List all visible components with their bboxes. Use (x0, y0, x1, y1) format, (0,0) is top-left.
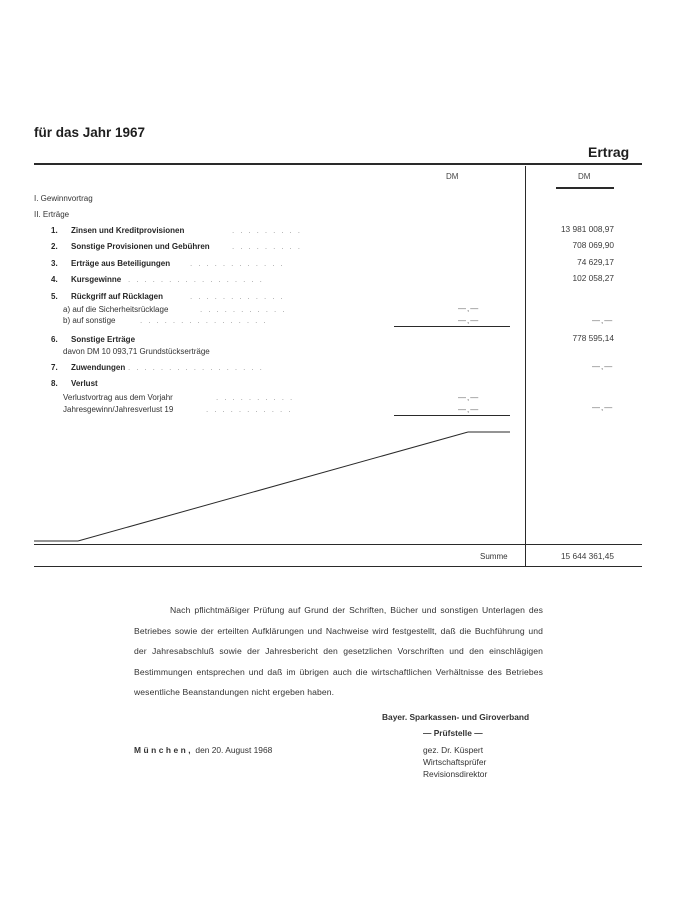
section-gewinnvortrag: I. Gewinnvortrag (34, 194, 93, 203)
currency-header-left: DM (446, 172, 459, 181)
row-value: 708 069,90 (572, 240, 614, 250)
dot-leader: ........... (200, 305, 291, 314)
row-number: 7. (51, 363, 58, 372)
row-8-sub-a: Verlustvortrag aus dem Vorjahr (63, 393, 173, 402)
dot-leader: ............ (190, 259, 289, 268)
row-label: Erträge aus Beteiligungen (71, 259, 171, 268)
column-header-ertrag: Ertrag (588, 144, 630, 160)
row-number: 6. (51, 335, 58, 344)
row-7-value: —,— (592, 362, 614, 371)
row-number: 1. (51, 226, 58, 235)
signature-name: gez. Dr. Küspert (423, 745, 484, 755)
dot-leader: ......... (232, 226, 307, 235)
row-label: Zinsen und Kreditprovisionen (71, 226, 185, 235)
row-value: 13 981 008,97 (560, 224, 614, 234)
row-number: 4. (51, 275, 58, 284)
dot-leader: ................. (128, 363, 268, 372)
section-ertraege: II. Erträge (34, 210, 70, 219)
row-label: Kursgewinne (71, 275, 122, 284)
row-label: Verlust (71, 379, 98, 388)
row-label: Rückgriff auf Rücklagen (71, 292, 164, 301)
dot-leader: ................ (140, 316, 272, 325)
dot-leader: ........... (206, 405, 297, 414)
signature-place-date (134, 745, 272, 755)
row-value: 74 629,17 (577, 257, 614, 267)
row-label: Sonstige Provisionen und Gebühren (71, 242, 210, 251)
signature-role-1: Wirtschaftsprüfer (423, 757, 487, 767)
row-8-sub-a-value: —,— (458, 393, 480, 402)
signature-place: München, (134, 745, 194, 755)
total-rule-top (34, 544, 642, 545)
total-rule-bottom (34, 566, 642, 567)
dot-leader: ................. (128, 275, 268, 284)
row-5-sub-a-value: —,— (458, 304, 480, 313)
signature-date: den 20. August 1968 (195, 745, 273, 755)
row-number: 8. (51, 379, 58, 388)
currency-header-right: DM (578, 172, 591, 181)
row-number: 2. (51, 242, 58, 251)
row-6-sub: davon DM 10 093,71 Grundstückserträge (63, 347, 210, 356)
summe-label: Summe (480, 552, 508, 561)
row-5-sub-b-value: —,— (458, 316, 480, 325)
row-5-sub-a: a) auf die Sicherheitsrücklage (63, 305, 169, 314)
signature-dept: — Prüfstelle — (423, 728, 483, 738)
row-value: 102 058,27 (572, 273, 614, 283)
dot-leader: ............ (190, 292, 289, 301)
signature-role-2: Revisionsdirektor (423, 769, 488, 779)
row-5-value: —,— (592, 316, 614, 325)
row-5-sub-b: b) auf sonstige (63, 316, 116, 325)
audit-statement: Nach pflichtmäßiger Prüfung auf Grund der Schriften, Bücher und sonstigen Unterlagen des Betriebes sowie der erteilten Aufklärungen und Nachweise wird festgestellt, daß die Buchführung und der Jahresabschluß sowie der Jahresbericht den gesetzlichen Vorschriften und den einschlägigen Bestimmungen entsprechen und daß im übrigen auch die wirtschaftlichen Verhältnisse des Betriebes wesentliche Beanstandungen nicht ergeben haben. (134, 605, 543, 697)
row-8-value: —,— (592, 403, 614, 412)
row-8-sub-b: Jahresgewinn/Jahresverlust 19 (63, 405, 174, 414)
summe-value: 15 644 361,45 (560, 551, 614, 561)
row-8-sub-b-value: —,— (458, 405, 480, 414)
row-label: Zuwendungen (71, 363, 126, 372)
page-title: für das Jahr 1967 (34, 125, 146, 140)
row-number: 3. (51, 259, 58, 268)
dot-leader: .......... (216, 393, 299, 402)
signature-org: Bayer. Sparkassen- und Giroverband (382, 712, 530, 722)
row-label: Sonstige Erträge (71, 335, 136, 344)
row-number: 5. (51, 292, 58, 301)
row-value: 778 595,14 (572, 333, 614, 343)
dot-leader: ......... (232, 242, 307, 251)
